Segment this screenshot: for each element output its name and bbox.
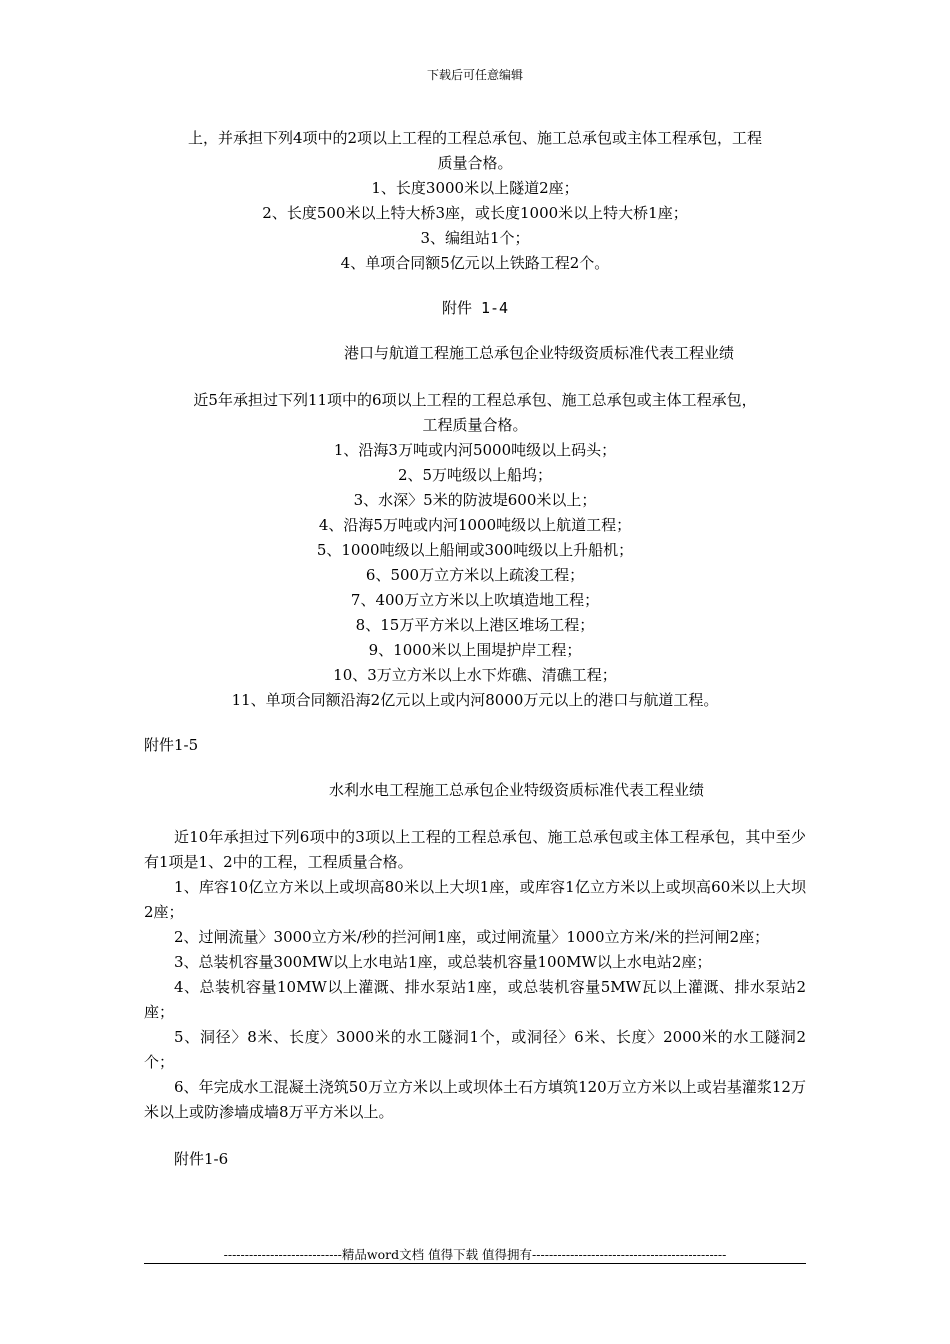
page-header: 下载后可任意编辑 [426, 68, 523, 82]
list-item: 4、单项合同额5亿元以上铁路工程2个。 [340, 254, 610, 272]
list-item: 4、沿海5万吨或内河1000吨级以上航道工程； [318, 516, 632, 534]
attachment-label: 附件 1-4 [441, 299, 509, 317]
list-item: 2、过闸流量〉3000立方米/秒的拦河闸1座，或过闸流量〉1000立方米/米的拦河闸2座； [174, 928, 770, 946]
list-item: 8、15万平方米以上港区堆场工程； [355, 616, 595, 634]
intro-line: 近5年承担过下列11项中的6项以上工程的工程总承包、施工总承包或主体工程承包， [193, 391, 757, 409]
intro-line: 工程质量合格。 [422, 416, 528, 434]
list-item: 1、库容10亿立方米以上或坝高80米以上大坝1座，或库容1亿立方米以上或坝高60米以上大坝2座； [144, 878, 806, 921]
list-item: 10、3万立方米以上水下炸礁、清礁工程； [333, 666, 617, 684]
attachment-label: 附件1-5 [144, 736, 199, 754]
paragraph: 近10年承担过下列6项中的3项以上工程的工程总承包、施工总承包或主体工程承包，其中至少有1项是1、2中的工程，工程质量合格。 [144, 828, 806, 871]
document-body [144, 126, 806, 1172]
list-item: 2、长度500米以上特大桥3座，或长度1000米以上特大桥1座； [262, 204, 688, 222]
list-item: 3、水深〉5米的防波堤600米以上； [353, 491, 597, 509]
list-item: 9、1000米以上围堤护岸工程； [368, 641, 582, 659]
intro-line: 质量合格。 [437, 154, 513, 172]
page-footer: ----------------------------精品word文档 值得下载 值得拥有---------------------------------------------- [223, 1247, 727, 1262]
intro-line: 上，并承担下列4项中的2项以上工程的工程总承包、施工总承包或主体工程承包，工程 [187, 129, 763, 147]
list-item: 5、洞径〉8米、长度〉3000米的水工隧洞1个，或洞径〉6米、长度〉2000米的水工隧洞2个； [144, 1028, 806, 1071]
list-item: 6、500万立方米以上疏浚工程； [365, 566, 585, 584]
list-item: 11、单项合同额沿海2亿元以上或内河8000万元以上的港口与航道工程。 [231, 691, 719, 709]
attachment-label: 附件1-6 [174, 1150, 229, 1168]
section-title: 港口与航道工程施工总承包企业特级资质标准代表工程业绩 [344, 344, 735, 362]
list-item: 7、400万立方米以上吹填造地工程； [350, 591, 600, 609]
list-item: 5、1000吨级以上船闸或300吨级以上升船机； [316, 541, 634, 559]
list-item: 2、5万吨级以上船坞； [397, 466, 553, 484]
list-item: 4、总装机容量10MW以上灌溉、排水泵站1座，或总装机容量5MW瓦以上灌溉、排水泵站2座； [144, 978, 806, 1021]
list-item: 6、年完成水工混凝土浇筑50万立方米以上或坝体土石方填筑120万立方米以上或岩基灌浆12万米以上或防渗墙成墙8万平方米以上。 [144, 1078, 806, 1121]
footer-rule [144, 1263, 806, 1264]
section-title: 水利水电工程施工总承包企业特级资质标准代表工程业绩 [329, 781, 705, 799]
list-item: 3、编组站1个； [420, 229, 530, 247]
list-item: 3、总装机容量300MW以上水电站1座，或总装机容量100MW以上水电站2座； [174, 953, 712, 971]
list-item: 1、长度3000米以上隧道2座； [371, 179, 579, 197]
list-item: 1、沿海3万吨或内河5000吨级以上码头； [333, 441, 617, 459]
